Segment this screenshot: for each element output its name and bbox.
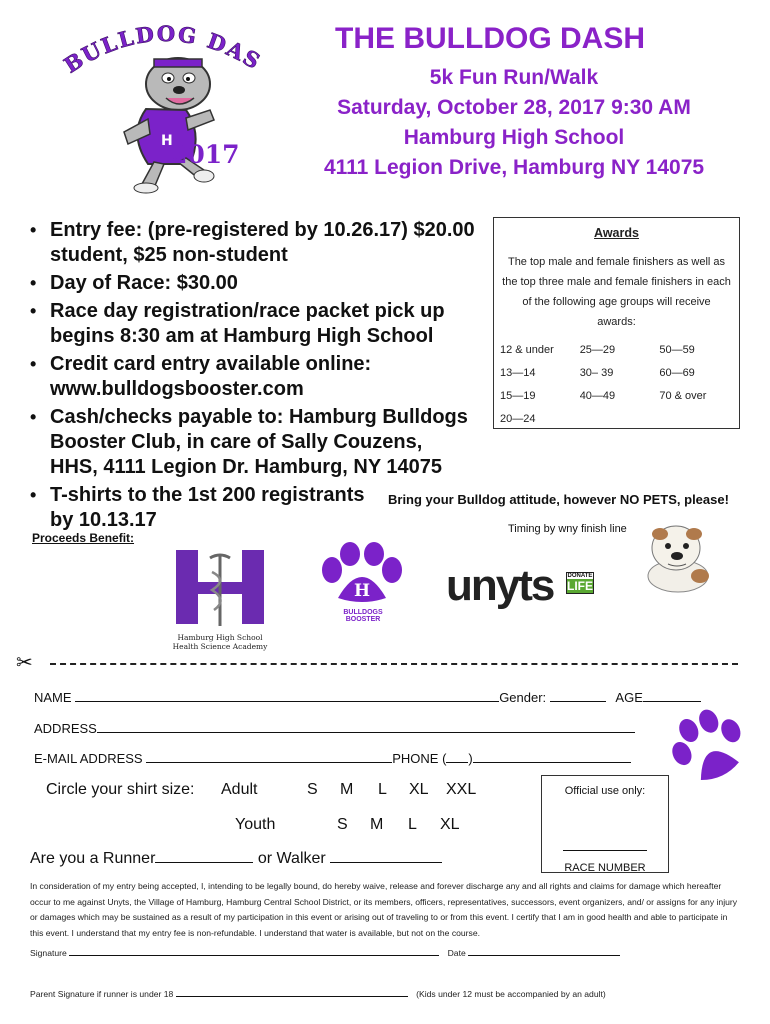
email-field[interactable] [146, 749, 392, 763]
age-field[interactable] [643, 688, 701, 702]
youth-size-l[interactable]: L [408, 816, 417, 833]
adult-size-xl[interactable]: XL [409, 781, 429, 798]
booster-line1: BULLDOGS [343, 609, 383, 616]
age-group-table [500, 338, 739, 430]
liability-waiver: In consideration of my entry being accepted, I, intending to be legally bound, do hereby waive, release and forever discharge any and all rights and claims for damage which hereafter occur to me against Unyts, the Village of Hamburg, Hamburg Central School District, or its members, officers, representatives, successors, event organizers, and/ or assigns for any injury or damages which may be sustained as a result of my participation in this event or arising out of traveling to or from this event. I certify that I am in good health and able to participate in this event. I understand that my entry fee is non-refundable. I understand that water is available, but not on the course. [30, 881, 738, 938]
age-group: 50—59 [659, 343, 695, 356]
purple-paw-icon [668, 708, 748, 788]
age-label: AGE [615, 690, 643, 705]
bulldog-icon [636, 518, 716, 596]
bullet-checks: • Cash/checks payable to: Hamburg Bulldogs Booster Club, in care of Sally Couzens, HHS, 4111 Legion Dr. Hamburg, NY 14075 [28, 405, 470, 480]
age-group: 30– 39 [579, 366, 614, 379]
bulldogs-booster-logo [318, 542, 408, 632]
walker-label: or Walker [257, 850, 326, 867]
age-group: 12 & under [500, 343, 554, 356]
email-label: E-MAIL ADDRESS [34, 751, 143, 766]
name-row [34, 688, 701, 705]
phone-label: PHONE ( [392, 751, 447, 766]
runner-label: Are you a Runner [30, 850, 156, 867]
page-title: THE BULLDOG DASH [335, 22, 645, 55]
adult-label: Adult [221, 781, 258, 798]
official-use-label: Official use only: [564, 785, 646, 797]
awards-box [493, 217, 740, 429]
logo-arc-text: BULLDOG DAS [59, 20, 267, 78]
unyts-logo [446, 560, 606, 616]
svg-text:H: H [161, 133, 173, 149]
parent-signature-label: Parent Signature if runner is under 18 [30, 989, 174, 999]
caduceus-icon [170, 548, 270, 628]
paw-print-icon [318, 542, 408, 604]
official-use-box [541, 775, 669, 873]
age-group: 25—29 [579, 343, 616, 356]
bulldog-dash-logo [58, 14, 268, 194]
address-field[interactable] [97, 719, 635, 733]
walker-field[interactable] [330, 849, 442, 863]
hhs-health-science-logo [170, 548, 270, 651]
table-row [500, 338, 739, 361]
youth-size-s[interactable]: S [337, 816, 348, 833]
shirt-size-label: Circle your shirt size: [46, 781, 195, 798]
adult-size-s[interactable]: S [307, 781, 318, 798]
hhs-line1: Hamburg High School [177, 633, 263, 642]
bullet-credit-card: • Credit card entry available online: www.bulldogsbooster.com [28, 352, 498, 402]
life-text: LIFE [567, 579, 593, 593]
adult-size-m[interactable]: M [340, 781, 354, 798]
donate-life-badge [566, 572, 594, 594]
bulldog-photo [636, 518, 716, 596]
info-bullet-list [28, 218, 498, 536]
gender-field[interactable] [550, 688, 606, 702]
email-row [34, 749, 631, 766]
bullet-tshirts: • T-shirts to the 1st 200 registrants by 10.13.17 [28, 483, 370, 533]
event-date: Saturday, October 28, 2017 9:30 AM [337, 96, 691, 119]
age-group: 70 & over [659, 389, 707, 402]
parent-signature-field[interactable] [176, 988, 408, 997]
age-group: 60—69 [659, 366, 695, 379]
cut-line [50, 663, 738, 665]
event-type: 5k Fun Run/Walk [429, 66, 599, 89]
signature-field[interactable] [69, 947, 439, 956]
address-row [34, 719, 635, 736]
youth-size-xl[interactable]: XL [440, 816, 460, 833]
kids-note: (Kids under 12 must be accompanied by an adult) [416, 989, 606, 999]
logo-year: 2017 [170, 140, 240, 169]
unyts-wordmark: unyts [446, 561, 554, 610]
runner-walker-row [30, 849, 442, 868]
paw-print-icon [668, 708, 748, 788]
adult-size-xxl[interactable]: XXL [446, 781, 477, 798]
signature-row [30, 947, 620, 958]
date-field[interactable] [468, 947, 620, 956]
scissors-icon: ✂ [16, 652, 33, 674]
donate-text: DONATE [567, 573, 593, 579]
awards-title: Awards [594, 226, 639, 240]
age-group: 15—19 [500, 389, 536, 402]
table-row [500, 384, 739, 407]
age-group [659, 407, 739, 430]
age-group: 40—49 [579, 389, 616, 402]
race-number-field[interactable] [563, 837, 647, 851]
event-address: 4111 Legion Drive, Hamburg NY 14075 [323, 156, 705, 179]
gender-label: Gender: [499, 690, 547, 705]
phone-close: ) [468, 751, 473, 766]
bullet-day-of-race: • Day of Race: $30.00 [28, 271, 498, 296]
bullet-entry-fee: • Entry fee: (pre-registered by 10.26.17) $20.00 student, $25 non-student [28, 218, 498, 268]
proceeds-label: Proceeds Benefit: [32, 531, 135, 545]
phone-field[interactable] [473, 749, 631, 763]
runner-field[interactable] [155, 849, 253, 863]
youth-label: Youth [235, 816, 276, 833]
name-field[interactable] [75, 688, 499, 702]
table-row [500, 361, 739, 384]
bullet-registration: • Race day registration/race packet pick up begins 8:30 am at Hamburg High School [28, 299, 498, 349]
table-row [500, 407, 739, 430]
booster-letter: H [354, 581, 371, 601]
parent-signature-row [30, 988, 606, 999]
date-label: Date [447, 948, 466, 958]
age-group [580, 407, 660, 430]
awards-description: The top male and female finishers as well as the top three male and female finishers in each of the following age groups will receive awards: [502, 256, 731, 328]
youth-size-m[interactable]: M [370, 816, 384, 833]
no-pets-note: Bring your Bulldog attitude, however NO PETS, please! [388, 492, 729, 507]
race-number-label: RACE NUMBER [564, 862, 646, 874]
booster-line2: BOOSTER [345, 616, 381, 623]
phone-area-code-field[interactable] [446, 749, 468, 763]
age-group: 13—14 [500, 366, 536, 379]
timing-credit: Timing by wny finish line [508, 523, 627, 535]
signature-label: Signature [30, 948, 67, 958]
event-venue: Hamburg High School [403, 126, 625, 149]
name-label: NAME [34, 690, 72, 705]
adult-size-l[interactable]: L [378, 781, 387, 798]
address-label: ADDRESS [34, 721, 97, 736]
age-group: 20—24 [500, 412, 536, 425]
hhs-line2: Health Science Academy [172, 642, 268, 651]
